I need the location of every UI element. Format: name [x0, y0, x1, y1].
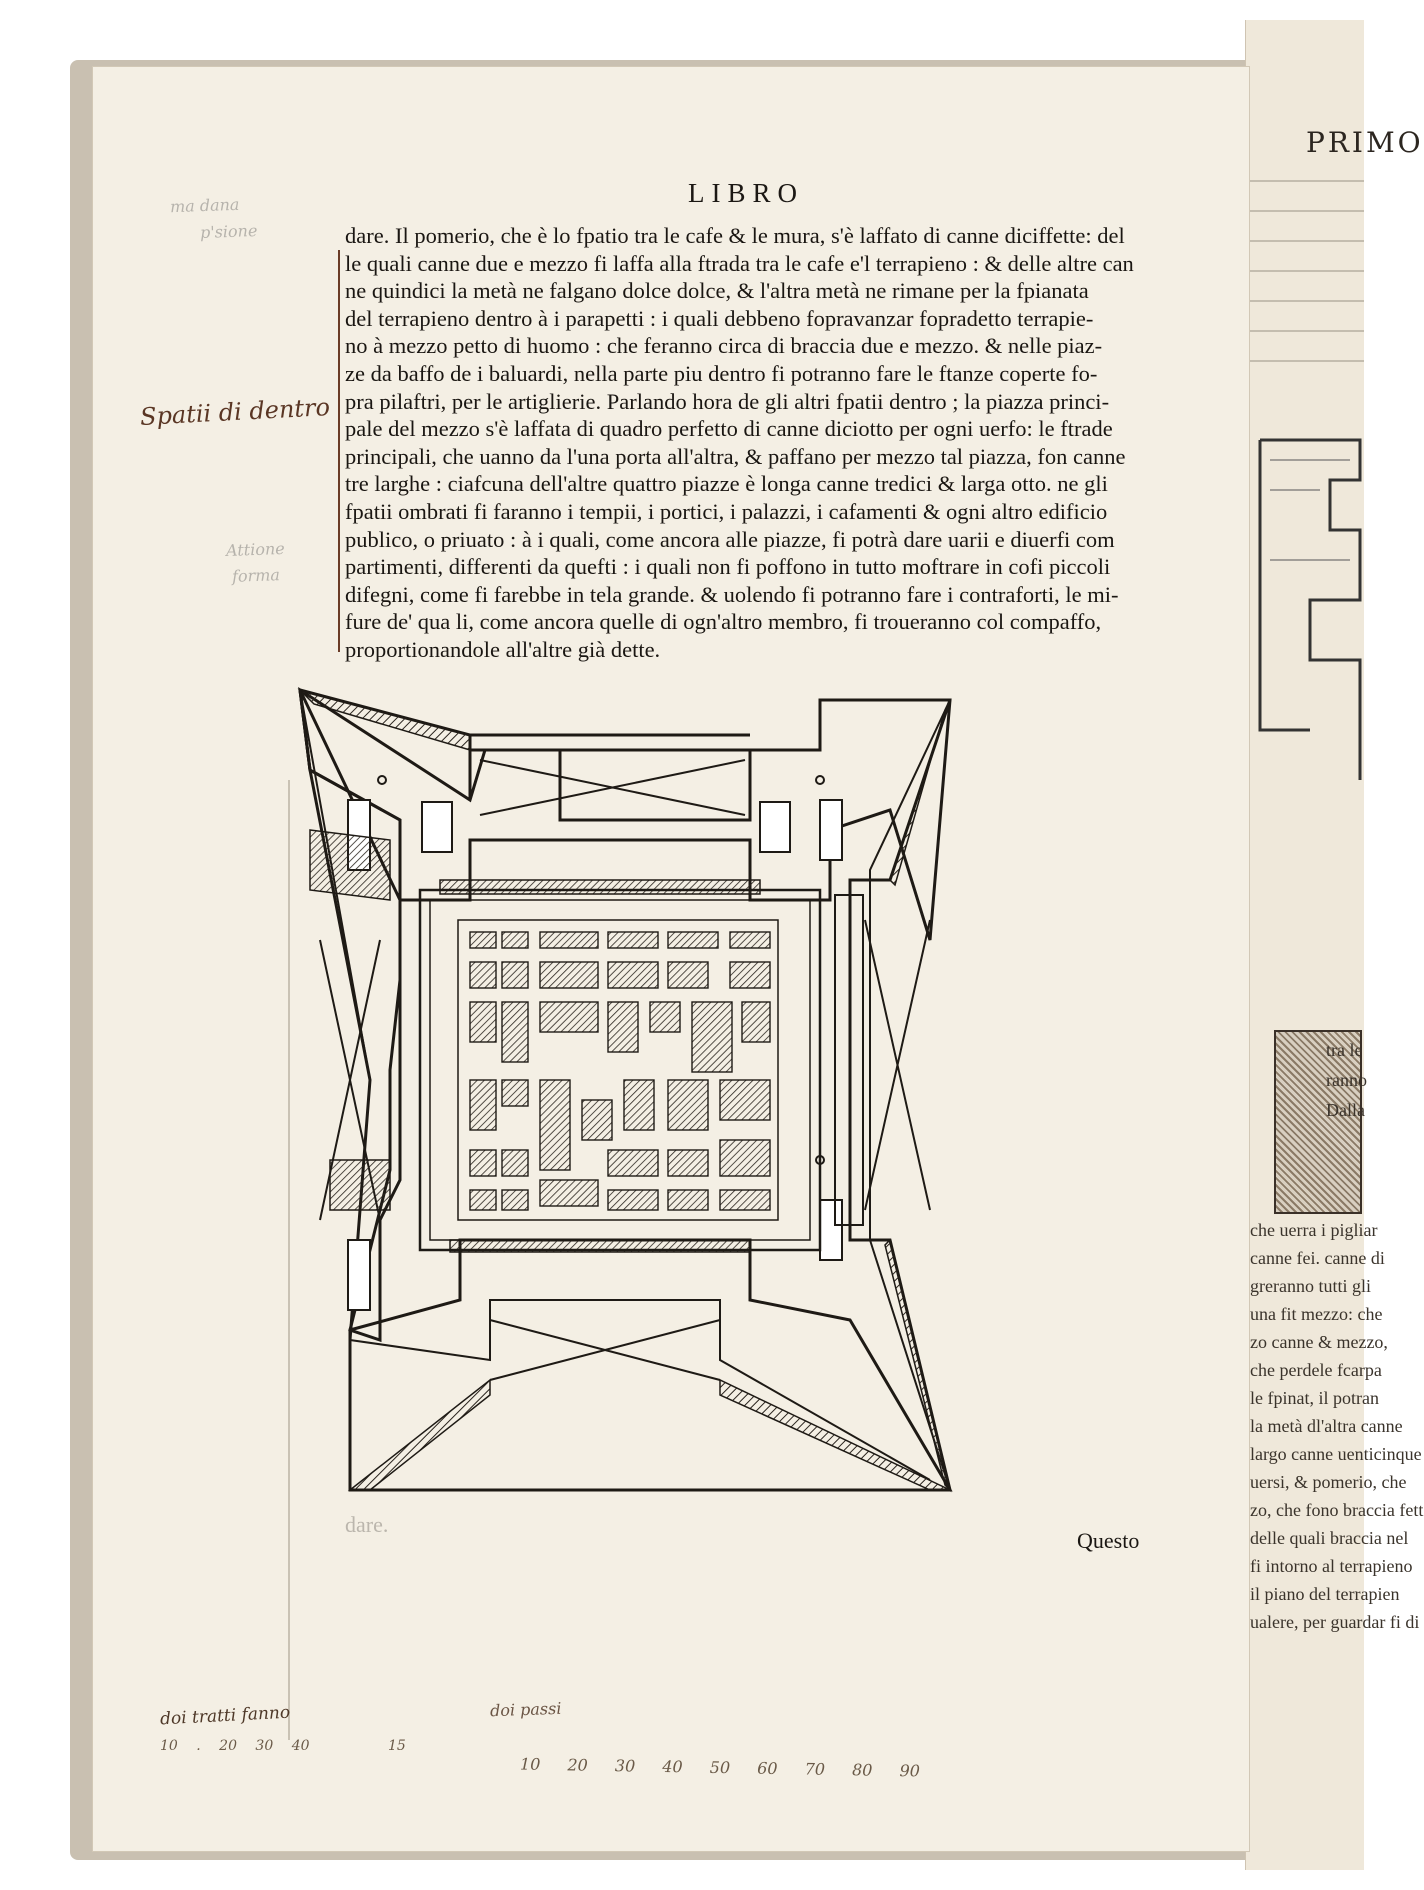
right-text-fragment: zo canne & mezzo, [1250, 1332, 1388, 1352]
text-line: ze da baffo de i baluardi, nella parte piu dentro fi potranno fare le ftanze coperte fo- [345, 360, 1098, 386]
text-line: fpatii ombrati fi faranno i tempii, i portici, i palazzi, i cafamenti & ogni altro edificio [345, 498, 1108, 524]
fortress-plan-figure [290, 680, 1160, 1510]
bastion-top-cross [480, 760, 745, 815]
text-line: tre larghe : ciafcuna dell'altre quattro piazze è longa canne tredici & larga otto. ne gli [345, 471, 1108, 497]
text-line: dare. Il pomerio, che è lo fpatio tra le cafe & le mura, s'è laffato di canne diciffette: del [345, 223, 1125, 248]
right-text-fragment: ranno [1326, 1070, 1367, 1090]
right-text-fragment: tra le [1326, 1040, 1363, 1060]
right-text-line [1246, 330, 1364, 332]
marginal-annotation: Spatii di dentro [139, 393, 331, 431]
ghost-text: dare. [345, 1512, 389, 1537]
right-text-fragment: greranno tutti gli [1250, 1276, 1371, 1296]
faint-margin-note: Attione [225, 538, 285, 561]
right-text-line [1246, 270, 1364, 272]
bastion-top-parapet [440, 880, 760, 894]
text-line: pra pilaftri, per le artiglierie. Parlando hora de gli altri fpatii dentro ; la piazza princi- [345, 388, 1110, 414]
scale-numbers: 10 . 20 30 40 [160, 1738, 310, 1754]
right-text-fragment: canne fei. canne di [1250, 1248, 1385, 1268]
right-text-line [1246, 300, 1364, 302]
right-text-fragment: uersi, & pomerio, che [1250, 1472, 1407, 1492]
town-inner-square [430, 900, 810, 1240]
right-text-fragment: delle quali braccia nel [1250, 1528, 1409, 1548]
right-page-title: PRIMO [1306, 126, 1424, 159]
right-text-fragment: che uerra i pigliar [1250, 1220, 1378, 1240]
right-text-fragment: il piano del terrapien [1250, 1584, 1400, 1604]
right-text-fragment: largo canne uenticinque [1250, 1444, 1422, 1464]
catchword: Questo [1077, 1528, 1140, 1553]
right-text-fragment: che perdele fcarpa [1250, 1360, 1382, 1380]
text-line: fure de' qua li, come ancora quelle di ogn'altro membro, fi troueranno col compaffo, [345, 609, 1102, 635]
scale-number-extra: 15 [387, 1738, 406, 1754]
text-line: le quali canne due e mezzo fi laffa alla ftrada tra le cafe e'l terrapieno : & delle altre can [345, 250, 1134, 276]
right-page-diagram [1250, 430, 1364, 790]
text-line: principali, che uanno da l'una porta all'altra, & paffano per mezzo tal piazza, fon canne [345, 443, 1126, 469]
bastion-bottom-cross [490, 1320, 720, 1380]
right-text-line [1246, 180, 1364, 182]
right-page [1245, 20, 1424, 1870]
handwritten-note: doi passi [489, 1698, 562, 1721]
right-text-fragment: zo, che fono braccia fett [1250, 1500, 1424, 1520]
right-text-fragment: la metà dl'altra canne [1250, 1416, 1403, 1436]
faint-margin-note: p'sione [199, 221, 258, 242]
text-line: no à mezzo petto di huomo : che feranno circa di braccia due e mezzo. & nelle piaz- [345, 333, 1103, 359]
body-text [345, 222, 1175, 664]
right-text-line [1246, 360, 1364, 362]
text-line: difegni, come fi farebbe in tela grande. & uolendo fi potranno fare i contraforti, le mi- [345, 581, 1119, 607]
faint-margin-note: ma dana [169, 194, 240, 217]
right-text-fragment: ualere, per guardar fi di [1250, 1612, 1420, 1632]
text-line: proportionandole all'altre già dette. [345, 636, 661, 662]
handwritten-scale-left [160, 1738, 406, 1754]
text-line: ne quindici la metà ne falgano dolce dolce, & l'altra metà ne rimane per la fpianata [345, 278, 1089, 304]
text-line: publico, o priuato : à i quali, come ancora alle piazze, fi potrà dare uarii e diuerfi com [345, 526, 1115, 552]
faint-margin-note: forma [231, 565, 281, 586]
town-blocks [470, 932, 770, 1210]
handwritten-note: doi tratti fanno [159, 1702, 291, 1730]
handwritten-scale: 10 20 30 40 50 60 70 80 90 [519, 1754, 921, 1781]
text-line: partimenti, differenti da quefti : i quali non fi poffono in tutto moftrare in cofi piccoli [345, 554, 1111, 580]
right-text-fragment: le fpinat, il potran [1250, 1388, 1379, 1408]
right-text-line [1246, 240, 1364, 242]
text-line: pale del mezzo s'è laffata di quadro perfetto di canne diciotto per ogni uerfo: le ftrade [345, 416, 1113, 442]
right-text-fragment: fi intorno al terrapieno [1250, 1556, 1413, 1576]
text-line: del terrapieno dentro à i parapetti : i quali debbeno fopravanzar fopradetto terrapie- [345, 305, 1094, 331]
bastion-right-cross [865, 920, 930, 1210]
page-header: LIBRO [688, 178, 804, 208]
right-text-line [1246, 210, 1364, 212]
right-text-fragment: una fit mezzo: che [1250, 1304, 1383, 1324]
right-text-fragment: Dalla [1326, 1100, 1365, 1120]
